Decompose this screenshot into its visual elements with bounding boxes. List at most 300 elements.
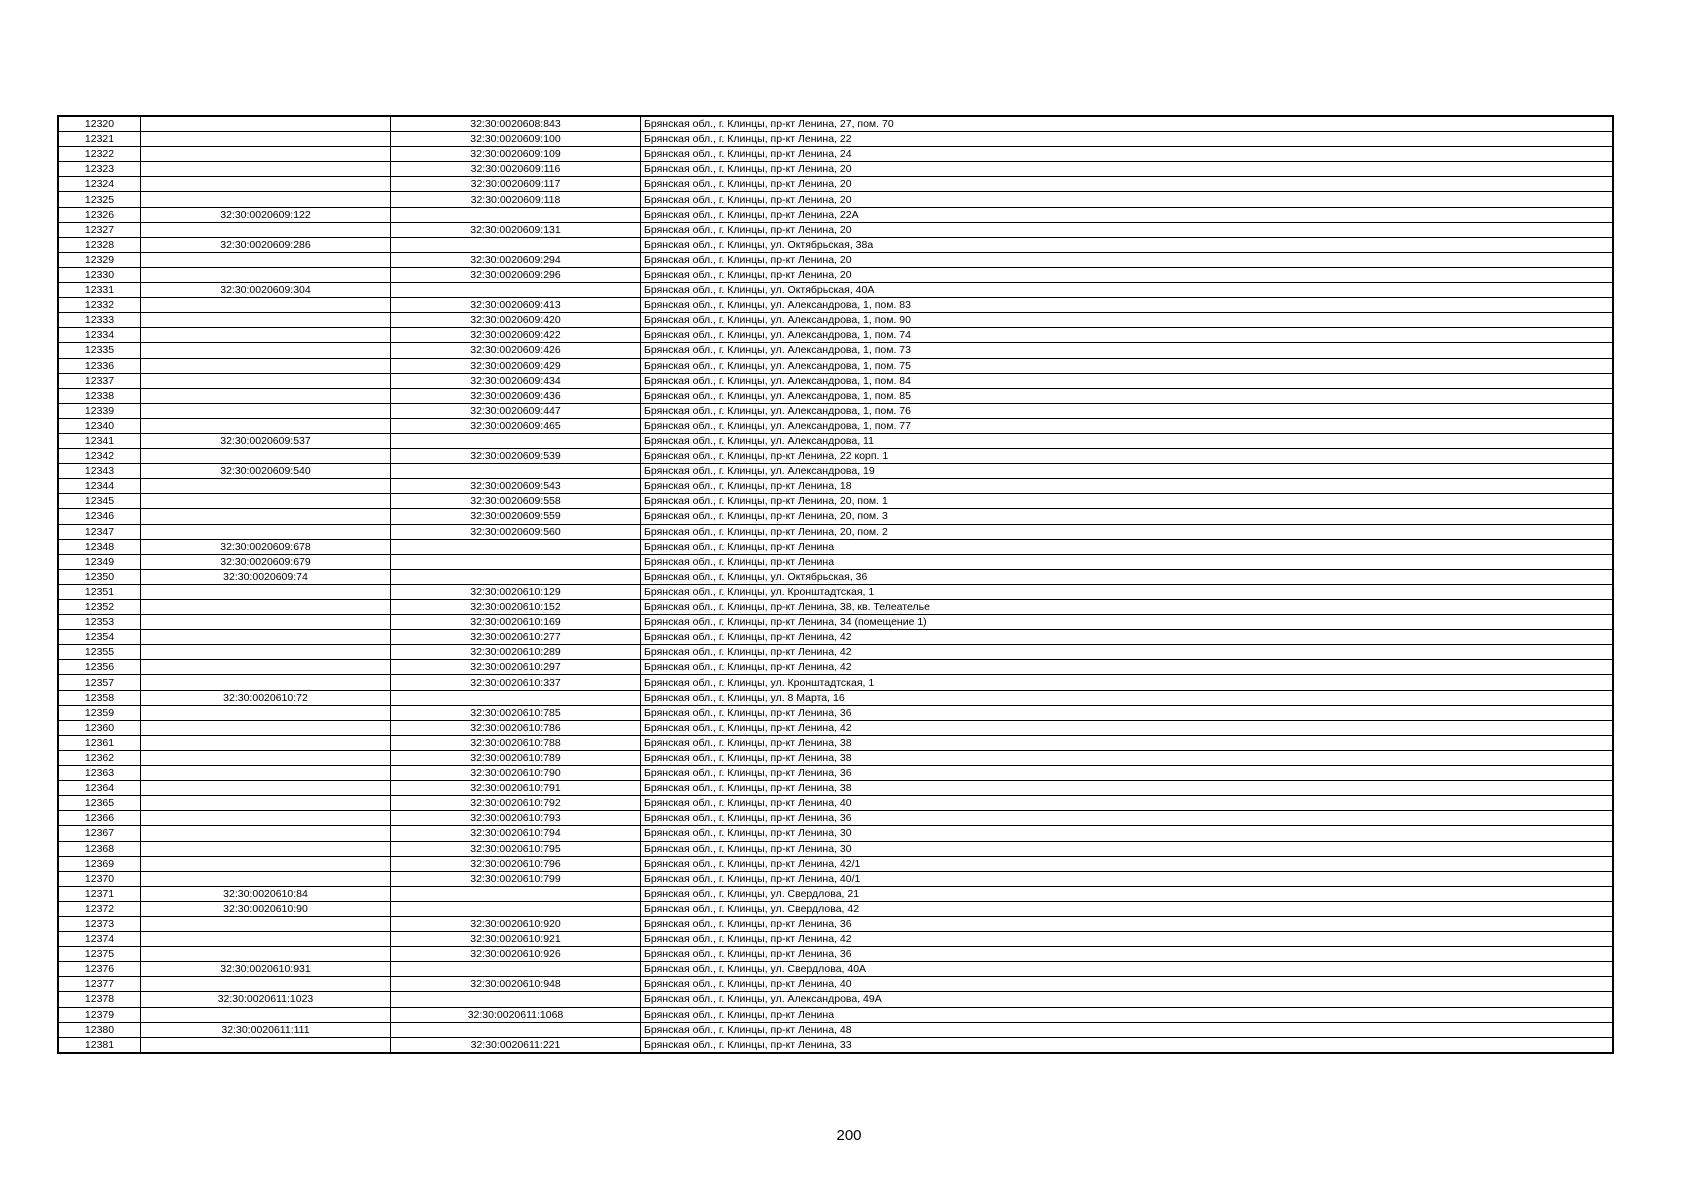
table-row bbox=[58, 600, 1613, 615]
address-cell: Брянская обл., г. Клинцы, пр-кт Ленина, 24 bbox=[641, 147, 1614, 162]
address-cell: Брянская обл., г. Клинцы, пр-кт Ленина, 18 bbox=[641, 479, 1614, 494]
table-row bbox=[58, 660, 1613, 675]
land-cadastral-number-cell bbox=[141, 781, 391, 796]
land-cadastral-number-cell: 32:30:0020609:286 bbox=[141, 237, 391, 252]
land-cadastral-number-cell bbox=[141, 343, 391, 358]
land-cadastral-number-cell bbox=[141, 675, 391, 690]
object-cadastral-number-cell: 32:30:0020609:116 bbox=[391, 162, 641, 177]
table-row bbox=[58, 1007, 1613, 1022]
address-cell: Брянская обл., г. Клинцы, ул. Александрова, 1, пом. 85 bbox=[641, 388, 1614, 403]
land-cadastral-number-cell bbox=[141, 147, 391, 162]
object-cadastral-number-cell: 32:30:0020609:131 bbox=[391, 222, 641, 237]
object-cadastral-number-cell: 32:30:0020610:785 bbox=[391, 705, 641, 720]
object-cadastral-number-cell bbox=[391, 283, 641, 298]
table-row bbox=[58, 283, 1613, 298]
land-cadastral-number-cell: 32:30:0020610:90 bbox=[141, 901, 391, 916]
land-cadastral-number-cell: 32:30:0020609:540 bbox=[141, 464, 391, 479]
land-cadastral-number-cell bbox=[141, 373, 391, 388]
object-cadastral-number-cell: 32:30:0020610:794 bbox=[391, 826, 641, 841]
address-cell: Брянская обл., г. Клинцы, ул. Александрова, 1, пом. 74 bbox=[641, 328, 1614, 343]
row-number-cell: 12360 bbox=[58, 720, 141, 735]
address-cell: Брянская обл., г. Клинцы, пр-кт Ленина, 20 bbox=[641, 252, 1614, 267]
object-cadastral-number-cell: 32:30:0020608:843 bbox=[391, 116, 641, 132]
table-row bbox=[58, 433, 1613, 448]
row-number-cell: 12377 bbox=[58, 977, 141, 992]
table-row bbox=[58, 207, 1613, 222]
row-number-cell: 12359 bbox=[58, 705, 141, 720]
object-cadastral-number-cell: 32:30:0020609:420 bbox=[391, 313, 641, 328]
address-cell: Брянская обл., г. Клинцы, пр-кт Ленина, 42/1 bbox=[641, 856, 1614, 871]
address-cell: Брянская обл., г. Клинцы, ул. Октябрьская, 36 bbox=[641, 569, 1614, 584]
row-number-cell: 12371 bbox=[58, 886, 141, 901]
table-row bbox=[58, 147, 1613, 162]
row-number-cell: 12323 bbox=[58, 162, 141, 177]
object-cadastral-number-cell bbox=[391, 237, 641, 252]
address-cell: Брянская обл., г. Клинцы, пр-кт Ленина, 40 bbox=[641, 977, 1614, 992]
table-row bbox=[58, 554, 1613, 569]
object-cadastral-number-cell: 32:30:0020609:447 bbox=[391, 403, 641, 418]
object-cadastral-number-cell: 32:30:0020609:429 bbox=[391, 358, 641, 373]
address-cell: Брянская обл., г. Клинцы, пр-кт Ленина, 36 bbox=[641, 705, 1614, 720]
address-cell: Брянская обл., г. Клинцы, пр-кт Ленина, 30 bbox=[641, 841, 1614, 856]
table-row bbox=[58, 766, 1613, 781]
address-cell: Брянская обл., г. Клинцы, пр-кт Ленина, 20 bbox=[641, 192, 1614, 207]
land-cadastral-number-cell bbox=[141, 584, 391, 599]
object-cadastral-number-cell: 32:30:0020610:921 bbox=[391, 932, 641, 947]
land-cadastral-number-cell: 32:30:0020609:74 bbox=[141, 569, 391, 584]
table-row bbox=[58, 252, 1613, 267]
land-cadastral-number-cell bbox=[141, 132, 391, 147]
land-cadastral-number-cell bbox=[141, 856, 391, 871]
address-cell: Брянская обл., г. Клинцы, пр-кт Ленина, 36 bbox=[641, 916, 1614, 931]
table-row bbox=[58, 630, 1613, 645]
address-cell: Брянская обл., г. Клинцы, ул. Александрова, 1, пом. 77 bbox=[641, 418, 1614, 433]
object-cadastral-number-cell bbox=[391, 992, 641, 1007]
address-cell: Брянская обл., г. Клинцы, ул. Александрова, 1, пом. 75 bbox=[641, 358, 1614, 373]
address-cell: Брянская обл., г. Клинцы, пр-кт Ленина, 42 bbox=[641, 645, 1614, 660]
row-number-cell: 12325 bbox=[58, 192, 141, 207]
row-number-cell: 12333 bbox=[58, 313, 141, 328]
land-cadastral-number-cell bbox=[141, 766, 391, 781]
address-cell: Брянская обл., г. Клинцы, ул. Александрова, 1, пом. 83 bbox=[641, 298, 1614, 313]
object-cadastral-number-cell: 32:30:0020610:169 bbox=[391, 615, 641, 630]
land-cadastral-number-cell bbox=[141, 116, 391, 132]
address-cell: Брянская обл., г. Клинцы, ул. Александрова, 1, пом. 84 bbox=[641, 373, 1614, 388]
land-cadastral-number-cell: 32:30:0020609:122 bbox=[141, 207, 391, 222]
address-cell: Брянская обл., г. Клинцы, ул. Александрова, 1, пом. 76 bbox=[641, 403, 1614, 418]
land-cadastral-number-cell bbox=[141, 720, 391, 735]
address-cell: Брянская обл., г. Клинцы, пр-кт Ленина, 42 bbox=[641, 720, 1614, 735]
land-cadastral-number-cell: 32:30:0020609:678 bbox=[141, 539, 391, 554]
row-number-cell: 12335 bbox=[58, 343, 141, 358]
table-row bbox=[58, 539, 1613, 554]
land-cadastral-number-cell: 32:30:0020610:931 bbox=[141, 962, 391, 977]
land-cadastral-number-cell bbox=[141, 494, 391, 509]
address-cell: Брянская обл., г. Клинцы, ул. Александрова, 49А bbox=[641, 992, 1614, 1007]
address-cell: Брянская обл., г. Клинцы, пр-кт Ленина, 20, пом. 1 bbox=[641, 494, 1614, 509]
table-row bbox=[58, 449, 1613, 464]
land-cadastral-number-cell bbox=[141, 645, 391, 660]
land-cadastral-number-cell: 32:30:0020611:111 bbox=[141, 1022, 391, 1037]
object-cadastral-number-cell: 32:30:0020609:118 bbox=[391, 192, 641, 207]
object-cadastral-number-cell: 32:30:0020609:426 bbox=[391, 343, 641, 358]
table-row bbox=[58, 418, 1613, 433]
object-cadastral-number-cell bbox=[391, 962, 641, 977]
land-cadastral-number-cell bbox=[141, 267, 391, 282]
row-number-cell: 12346 bbox=[58, 509, 141, 524]
address-cell: Брянская обл., г. Клинцы, пр-кт Ленина bbox=[641, 554, 1614, 569]
table-row bbox=[58, 237, 1613, 252]
land-cadastral-number-cell bbox=[141, 750, 391, 765]
row-number-cell: 12353 bbox=[58, 615, 141, 630]
table-row bbox=[58, 343, 1613, 358]
table-body bbox=[58, 116, 1613, 1053]
row-number-cell: 12343 bbox=[58, 464, 141, 479]
table-row bbox=[58, 132, 1613, 147]
land-cadastral-number-cell: 32:30:0020610:84 bbox=[141, 886, 391, 901]
object-cadastral-number-cell: 32:30:0020609:559 bbox=[391, 509, 641, 524]
table-row bbox=[58, 494, 1613, 509]
table-row bbox=[58, 162, 1613, 177]
object-cadastral-number-cell: 32:30:0020610:152 bbox=[391, 600, 641, 615]
land-cadastral-number-cell bbox=[141, 826, 391, 841]
object-cadastral-number-cell: 32:30:0020609:543 bbox=[391, 479, 641, 494]
row-number-cell: 12341 bbox=[58, 433, 141, 448]
row-number-cell: 12330 bbox=[58, 267, 141, 282]
row-number-cell: 12370 bbox=[58, 871, 141, 886]
object-cadastral-number-cell: 32:30:0020609:100 bbox=[391, 132, 641, 147]
land-cadastral-number-cell bbox=[141, 735, 391, 750]
table-row bbox=[58, 615, 1613, 630]
address-cell: Брянская обл., г. Клинцы, ул. Свердлова, 40А bbox=[641, 962, 1614, 977]
row-number-cell: 12324 bbox=[58, 177, 141, 192]
land-cadastral-number-cell: 32:30:0020610:72 bbox=[141, 690, 391, 705]
row-number-cell: 12365 bbox=[58, 796, 141, 811]
row-number-cell: 12326 bbox=[58, 207, 141, 222]
object-cadastral-number-cell: 32:30:0020610:926 bbox=[391, 947, 641, 962]
land-cadastral-number-cell: 32:30:0020609:679 bbox=[141, 554, 391, 569]
row-number-cell: 12358 bbox=[58, 690, 141, 705]
row-number-cell: 12327 bbox=[58, 222, 141, 237]
object-cadastral-number-cell: 32:30:0020609:436 bbox=[391, 388, 641, 403]
object-cadastral-number-cell: 32:30:0020609:413 bbox=[391, 298, 641, 313]
table-row bbox=[58, 826, 1613, 841]
land-cadastral-number-cell bbox=[141, 418, 391, 433]
object-cadastral-number-cell bbox=[391, 539, 641, 554]
row-number-cell: 12357 bbox=[58, 675, 141, 690]
table-row bbox=[58, 675, 1613, 690]
row-number-cell: 12380 bbox=[58, 1022, 141, 1037]
land-cadastral-number-cell bbox=[141, 162, 391, 177]
object-cadastral-number-cell: 32:30:0020611:1068 bbox=[391, 1007, 641, 1022]
object-cadastral-number-cell: 32:30:0020609:558 bbox=[391, 494, 641, 509]
row-number-cell: 12336 bbox=[58, 358, 141, 373]
row-number-cell: 12355 bbox=[58, 645, 141, 660]
land-cadastral-number-cell bbox=[141, 252, 391, 267]
table-row bbox=[58, 811, 1613, 826]
table-row bbox=[58, 298, 1613, 313]
land-cadastral-number-cell bbox=[141, 615, 391, 630]
address-cell: Брянская обл., г. Клинцы, ул. Октябрьская, 38а bbox=[641, 237, 1614, 252]
land-cadastral-number-cell bbox=[141, 841, 391, 856]
land-cadastral-number-cell: 32:30:0020611:1023 bbox=[141, 992, 391, 1007]
row-number-cell: 12354 bbox=[58, 630, 141, 645]
object-cadastral-number-cell bbox=[391, 464, 641, 479]
table-row bbox=[58, 464, 1613, 479]
row-number-cell: 12376 bbox=[58, 962, 141, 977]
address-cell: Брянская обл., г. Клинцы, ул. Свердлова, 42 bbox=[641, 901, 1614, 916]
address-cell: Брянская обл., г. Клинцы, пр-кт Ленина, 48 bbox=[641, 1022, 1614, 1037]
land-cadastral-number-cell bbox=[141, 1007, 391, 1022]
address-cell: Брянская обл., г. Клинцы, пр-кт Ленина, 22 bbox=[641, 132, 1614, 147]
table-row bbox=[58, 841, 1613, 856]
object-cadastral-number-cell: 32:30:0020610:297 bbox=[391, 660, 641, 675]
row-number-cell: 12322 bbox=[58, 147, 141, 162]
row-number-cell: 12347 bbox=[58, 524, 141, 539]
address-cell: Брянская обл., г. Клинцы, пр-кт Ленина, 22 корп. 1 bbox=[641, 449, 1614, 464]
row-number-cell: 12361 bbox=[58, 735, 141, 750]
land-cadastral-number-cell: 32:30:0020609:537 bbox=[141, 433, 391, 448]
land-cadastral-number-cell bbox=[141, 192, 391, 207]
object-cadastral-number-cell bbox=[391, 886, 641, 901]
land-cadastral-number-cell bbox=[141, 932, 391, 947]
row-number-cell: 12356 bbox=[58, 660, 141, 675]
row-number-cell: 12338 bbox=[58, 388, 141, 403]
table-row bbox=[58, 584, 1613, 599]
address-cell: Брянская обл., г. Клинцы, пр-кт Ленина, 20 bbox=[641, 222, 1614, 237]
address-cell: Брянская обл., г. Клинцы, пр-кт Ленина, 27, пом. 70 bbox=[641, 116, 1614, 132]
table-row bbox=[58, 373, 1613, 388]
address-cell: Брянская обл., г. Клинцы, пр-кт Ленина, 20 bbox=[641, 177, 1614, 192]
row-number-cell: 12344 bbox=[58, 479, 141, 494]
land-cadastral-number-cell bbox=[141, 222, 391, 237]
address-cell: Брянская обл., г. Клинцы, пр-кт Ленина, 38 bbox=[641, 781, 1614, 796]
table-row bbox=[58, 524, 1613, 539]
address-cell: Брянская обл., г. Клинцы, пр-кт Ленина, 42 bbox=[641, 630, 1614, 645]
table-row bbox=[58, 992, 1613, 1007]
row-number-cell: 12372 bbox=[58, 901, 141, 916]
table-row bbox=[58, 328, 1613, 343]
land-cadastral-number-cell: 32:30:0020609:304 bbox=[141, 283, 391, 298]
row-number-cell: 12337 bbox=[58, 373, 141, 388]
object-cadastral-number-cell bbox=[391, 554, 641, 569]
table-row bbox=[58, 192, 1613, 207]
row-number-cell: 12368 bbox=[58, 841, 141, 856]
table-row bbox=[58, 720, 1613, 735]
address-cell: Брянская обл., г. Клинцы, пр-кт Ленина, 33 bbox=[641, 1037, 1614, 1053]
object-cadastral-number-cell: 32:30:0020609:117 bbox=[391, 177, 641, 192]
object-cadastral-number-cell: 32:30:0020610:948 bbox=[391, 977, 641, 992]
address-cell: Брянская обл., г. Клинцы, пр-кт Ленина, 38, кв. Телеателье bbox=[641, 600, 1614, 615]
table-row bbox=[58, 177, 1613, 192]
object-cadastral-number-cell bbox=[391, 690, 641, 705]
row-number-cell: 12369 bbox=[58, 856, 141, 871]
land-cadastral-number-cell bbox=[141, 479, 391, 494]
address-cell: Брянская обл., г. Клинцы, пр-кт Ленина, 20 bbox=[641, 267, 1614, 282]
object-cadastral-number-cell bbox=[391, 901, 641, 916]
table-row bbox=[58, 962, 1613, 977]
object-cadastral-number-cell: 32:30:0020610:793 bbox=[391, 811, 641, 826]
land-cadastral-number-cell bbox=[141, 1037, 391, 1053]
table-row bbox=[58, 403, 1613, 418]
land-cadastral-number-cell bbox=[141, 796, 391, 811]
address-cell: Брянская обл., г. Клинцы, пр-кт Ленина, 42 bbox=[641, 932, 1614, 947]
row-number-cell: 12332 bbox=[58, 298, 141, 313]
row-number-cell: 12379 bbox=[58, 1007, 141, 1022]
address-cell: Брянская обл., г. Клинцы, пр-кт Ленина, 22А bbox=[641, 207, 1614, 222]
table-row bbox=[58, 781, 1613, 796]
table-row bbox=[58, 479, 1613, 494]
row-number-cell: 12345 bbox=[58, 494, 141, 509]
land-cadastral-number-cell bbox=[141, 811, 391, 826]
row-number-cell: 12381 bbox=[58, 1037, 141, 1053]
object-cadastral-number-cell: 32:30:0020609:109 bbox=[391, 147, 641, 162]
object-cadastral-number-cell: 32:30:0020610:129 bbox=[391, 584, 641, 599]
land-cadastral-number-cell bbox=[141, 660, 391, 675]
object-cadastral-number-cell bbox=[391, 433, 641, 448]
object-cadastral-number-cell: 32:30:0020610:337 bbox=[391, 675, 641, 690]
row-number-cell: 12362 bbox=[58, 750, 141, 765]
row-number-cell: 12366 bbox=[58, 811, 141, 826]
object-cadastral-number-cell: 32:30:0020610:786 bbox=[391, 720, 641, 735]
table-row bbox=[58, 690, 1613, 705]
object-cadastral-number-cell: 32:30:0020609:560 bbox=[391, 524, 641, 539]
address-cell: Брянская обл., г. Клинцы, пр-кт Ленина, 30 bbox=[641, 826, 1614, 841]
table-row bbox=[58, 116, 1613, 132]
table-row bbox=[58, 569, 1613, 584]
row-number-cell: 12375 bbox=[58, 947, 141, 962]
object-cadastral-number-cell: 32:30:0020609:434 bbox=[391, 373, 641, 388]
row-number-cell: 12363 bbox=[58, 766, 141, 781]
land-cadastral-number-cell bbox=[141, 403, 391, 418]
row-number-cell: 12331 bbox=[58, 283, 141, 298]
row-number-cell: 12320 bbox=[58, 116, 141, 132]
table-row bbox=[58, 1022, 1613, 1037]
object-cadastral-number-cell: 32:30:0020610:788 bbox=[391, 735, 641, 750]
address-cell: Брянская обл., г. Клинцы, пр-кт Ленина, 36 bbox=[641, 947, 1614, 962]
row-number-cell: 12334 bbox=[58, 328, 141, 343]
object-cadastral-number-cell: 32:30:0020611:221 bbox=[391, 1037, 641, 1053]
row-number-cell: 12348 bbox=[58, 539, 141, 554]
address-cell: Брянская обл., г. Клинцы, ул. Александрова, 1, пом. 90 bbox=[641, 313, 1614, 328]
land-cadastral-number-cell bbox=[141, 388, 391, 403]
land-cadastral-number-cell bbox=[141, 449, 391, 464]
row-number-cell: 12321 bbox=[58, 132, 141, 147]
table-row bbox=[58, 388, 1613, 403]
address-cell: Брянская обл., г. Клинцы, пр-кт Ленина bbox=[641, 1007, 1614, 1022]
address-cell: Брянская обл., г. Клинцы, пр-кт Ленина, 42 bbox=[641, 660, 1614, 675]
row-number-cell: 12328 bbox=[58, 237, 141, 252]
address-cell: Брянская обл., г. Клинцы, пр-кт Ленина, 20, пом. 2 bbox=[641, 524, 1614, 539]
table-row bbox=[58, 705, 1613, 720]
land-cadastral-number-cell bbox=[141, 328, 391, 343]
table-row bbox=[58, 856, 1613, 871]
row-number-cell: 12373 bbox=[58, 916, 141, 931]
row-number-cell: 12339 bbox=[58, 403, 141, 418]
table-row bbox=[58, 358, 1613, 373]
object-cadastral-number-cell: 32:30:0020610:795 bbox=[391, 841, 641, 856]
object-cadastral-number-cell: 32:30:0020609:422 bbox=[391, 328, 641, 343]
land-cadastral-number-cell bbox=[141, 916, 391, 931]
row-number-cell: 12374 bbox=[58, 932, 141, 947]
land-cadastral-number-cell bbox=[141, 947, 391, 962]
address-cell: Брянская обл., г. Клинцы, ул. Свердлова, 21 bbox=[641, 886, 1614, 901]
address-cell: Брянская обл., г. Клинцы, ул. 8 Марта, 16 bbox=[641, 690, 1614, 705]
object-cadastral-number-cell: 32:30:0020610:920 bbox=[391, 916, 641, 931]
row-number-cell: 12364 bbox=[58, 781, 141, 796]
object-cadastral-number-cell: 32:30:0020610:790 bbox=[391, 766, 641, 781]
row-number-cell: 12349 bbox=[58, 554, 141, 569]
object-cadastral-number-cell bbox=[391, 1022, 641, 1037]
row-number-cell: 12350 bbox=[58, 569, 141, 584]
table-row bbox=[58, 916, 1613, 931]
address-cell: Брянская обл., г. Клинцы, ул. Октябрьская, 40А bbox=[641, 283, 1614, 298]
address-cell: Брянская обл., г. Клинцы, пр-кт Ленина, 34 (помещение 1) bbox=[641, 615, 1614, 630]
address-cell: Брянская обл., г. Клинцы, ул. Александрова, 11 bbox=[641, 433, 1614, 448]
table-row bbox=[58, 313, 1613, 328]
table-row bbox=[58, 509, 1613, 524]
address-cell: Брянская обл., г. Клинцы, ул. Александрова, 19 bbox=[641, 464, 1614, 479]
object-cadastral-number-cell: 32:30:0020609:296 bbox=[391, 267, 641, 282]
object-cadastral-number-cell: 32:30:0020610:796 bbox=[391, 856, 641, 871]
row-number-cell: 12367 bbox=[58, 826, 141, 841]
table-row bbox=[58, 932, 1613, 947]
object-cadastral-number-cell: 32:30:0020610:789 bbox=[391, 750, 641, 765]
object-cadastral-number-cell: 32:30:0020610:791 bbox=[391, 781, 641, 796]
address-cell: Брянская обл., г. Клинцы, пр-кт Ленина, 20, пом. 3 bbox=[641, 509, 1614, 524]
land-cadastral-number-cell bbox=[141, 871, 391, 886]
row-number-cell: 12329 bbox=[58, 252, 141, 267]
land-cadastral-number-cell bbox=[141, 705, 391, 720]
table-row bbox=[58, 901, 1613, 916]
object-cadastral-number-cell: 32:30:0020609:294 bbox=[391, 252, 641, 267]
address-cell: Брянская обл., г. Клинцы, пр-кт Ленина, 38 bbox=[641, 750, 1614, 765]
cadastral-table bbox=[57, 115, 1614, 1054]
row-number-cell: 12378 bbox=[58, 992, 141, 1007]
land-cadastral-number-cell bbox=[141, 524, 391, 539]
table-row bbox=[58, 977, 1613, 992]
table-row bbox=[58, 267, 1613, 282]
address-cell: Брянская обл., г. Клинцы, пр-кт Ленина, 36 bbox=[641, 811, 1614, 826]
address-cell: Брянская обл., г. Клинцы, ул. Кронштадтская, 1 bbox=[641, 675, 1614, 690]
row-number-cell: 12351 bbox=[58, 584, 141, 599]
object-cadastral-number-cell: 32:30:0020609:465 bbox=[391, 418, 641, 433]
table-row bbox=[58, 1037, 1613, 1053]
land-cadastral-number-cell bbox=[141, 509, 391, 524]
address-cell: Брянская обл., г. Клинцы, пр-кт Ленина, 40/1 bbox=[641, 871, 1614, 886]
address-cell: Брянская обл., г. Клинцы, пр-кт Ленина, 20 bbox=[641, 162, 1614, 177]
row-number-cell: 12342 bbox=[58, 449, 141, 464]
row-number-cell: 12340 bbox=[58, 418, 141, 433]
land-cadastral-number-cell bbox=[141, 177, 391, 192]
land-cadastral-number-cell bbox=[141, 600, 391, 615]
table-row bbox=[58, 871, 1613, 886]
object-cadastral-number-cell: 32:30:0020610:792 bbox=[391, 796, 641, 811]
address-cell: Брянская обл., г. Клинцы, пр-кт Ленина, 40 bbox=[641, 796, 1614, 811]
land-cadastral-number-cell bbox=[141, 298, 391, 313]
address-cell: Брянская обл., г. Клинцы, ул. Кронштадтская, 1 bbox=[641, 584, 1614, 599]
land-cadastral-number-cell bbox=[141, 630, 391, 645]
table-row bbox=[58, 947, 1613, 962]
table-row bbox=[58, 796, 1613, 811]
land-cadastral-number-cell bbox=[141, 313, 391, 328]
land-cadastral-number-cell bbox=[141, 358, 391, 373]
address-cell: Брянская обл., г. Клинцы, пр-кт Ленина bbox=[641, 539, 1614, 554]
table-row bbox=[58, 645, 1613, 660]
page-number: 200 bbox=[836, 1127, 862, 1144]
object-cadastral-number-cell: 32:30:0020610:799 bbox=[391, 871, 641, 886]
table-row bbox=[58, 735, 1613, 750]
